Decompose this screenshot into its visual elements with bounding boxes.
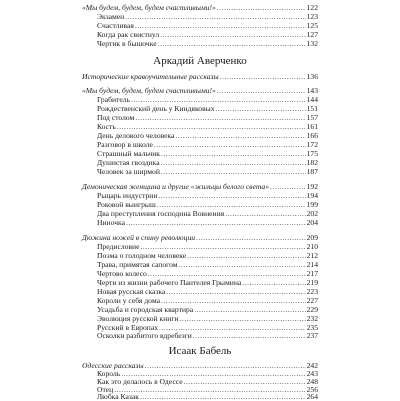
toc-entry <box>82 72 318 81</box>
toc-entry <box>97 260 318 269</box>
author-heading: Исаак Бабель <box>168 345 232 357</box>
dot-leader <box>161 149 306 158</box>
entry-page: 125 <box>306 21 318 30</box>
dot-leader <box>140 242 305 251</box>
toc-entry <box>97 30 318 39</box>
entry-page: 209 <box>306 233 318 242</box>
dot-leader <box>217 3 306 12</box>
entry-title: Короли у себя дома <box>97 296 160 305</box>
entry-title: Чертик в бышочке <box>97 39 157 48</box>
entry-title: Как это делалось в Одессе <box>97 377 183 386</box>
entry-page: 182 <box>306 158 318 167</box>
entry-page: 210 <box>306 242 318 251</box>
entry-title: Русский в Европах <box>97 323 159 332</box>
entry-page: 219 <box>306 278 318 287</box>
dot-leader <box>242 278 305 287</box>
entry-title: Ниночка <box>97 218 125 227</box>
entry-page: 204 <box>306 218 318 227</box>
entry-page: 136 <box>306 72 318 81</box>
dot-leader <box>158 39 306 48</box>
dot-leader <box>216 104 306 113</box>
entry-page: 243 <box>306 369 318 378</box>
entry-title: Рождественский день у Киндяковых <box>97 104 215 113</box>
entry-title: Счастливая <box>97 21 134 30</box>
toc-entry <box>97 305 318 314</box>
entry-page: 166 <box>306 131 318 140</box>
dot-leader <box>161 158 306 167</box>
toc-entry <box>97 218 318 227</box>
entry-page: 223 <box>306 287 318 296</box>
dot-leader <box>154 140 306 149</box>
entry-title: Черти из жизни рабочего Пантелея Грымина <box>97 278 242 287</box>
entry-title: Роковой выигрыш <box>97 200 156 209</box>
toc-entry <box>97 158 318 167</box>
dot-leader <box>194 305 305 314</box>
entry-page: 248 <box>306 377 318 386</box>
entry-title: Чертово колесо <box>97 269 147 278</box>
entry-page: 237 <box>306 331 318 340</box>
dot-leader <box>161 167 306 176</box>
entry-title: Человек за ширмой <box>97 167 160 176</box>
toc-entry <box>97 269 318 278</box>
toc-entry <box>97 287 318 296</box>
toc-entry <box>82 233 318 242</box>
toc-entry <box>97 113 318 122</box>
entry-title: Кость <box>97 122 116 131</box>
entry-title: Рыцарь индустрии <box>97 191 158 200</box>
entry-title: «Мы будем, будем, будем счастливыми!» <box>82 3 216 12</box>
entry-page: 143 <box>306 86 318 95</box>
toc-entry <box>97 209 318 218</box>
entry-title: Экзамен <box>97 12 125 21</box>
entry-page: 212 <box>306 251 318 260</box>
toc-entry <box>97 122 318 131</box>
entry-title: Усадьба и городская квартира <box>97 305 194 314</box>
toc-entry <box>97 131 318 140</box>
entry-title: Король <box>97 369 121 378</box>
toc-entry <box>97 278 318 287</box>
entry-title: Любка Казак <box>97 392 139 401</box>
entry-page: 264 <box>306 392 318 401</box>
author-heading: Аркадий Аверченко <box>153 55 247 67</box>
toc-entry <box>97 296 318 305</box>
toc-entry <box>97 167 318 176</box>
dot-leader <box>225 209 305 218</box>
dot-leader <box>175 131 305 140</box>
entry-title: Осколки разбитого вдребезги <box>97 331 192 340</box>
entry-page: 214 <box>306 260 318 269</box>
toc-entry <box>97 200 318 209</box>
toc-entry <box>97 191 318 200</box>
entry-title: Страшный мальчик <box>97 149 160 158</box>
dot-leader <box>126 218 306 227</box>
toc-entry <box>97 242 318 251</box>
entry-page: 194 <box>306 191 318 200</box>
dot-leader <box>157 200 306 209</box>
dot-leader <box>131 95 306 104</box>
toc-entry <box>97 314 318 323</box>
dot-leader <box>160 30 305 39</box>
entry-title: День делового человека <box>97 131 175 140</box>
toc-entry <box>97 12 318 21</box>
dot-leader <box>158 191 305 200</box>
dot-leader <box>187 251 305 260</box>
entry-page: 217 <box>306 269 318 278</box>
entry-page: 172 <box>306 140 318 149</box>
entry-page: 242 <box>306 361 318 370</box>
entry-title: Исторические кравоучительные рассказы <box>82 72 219 81</box>
toc-entry <box>97 39 318 48</box>
dot-leader <box>135 113 305 122</box>
entry-title: Предисловие <box>97 242 140 251</box>
entry-page: 187 <box>306 167 318 176</box>
entry-page: 144 <box>306 95 318 104</box>
entry-page: 127 <box>306 30 318 39</box>
entry-page: 132 <box>306 39 318 48</box>
entry-title: Под столом <box>97 113 135 122</box>
entry-title: «Мы будем, будем, будем счастливыми!» <box>82 86 216 95</box>
entry-title: Эволюция русской книги <box>97 314 179 323</box>
entry-title: Дюжина ножей в спину революции <box>82 233 196 242</box>
entry-page: 175 <box>306 149 318 158</box>
entry-title: Поэма о голодном человеке <box>97 251 187 260</box>
dot-leader <box>193 331 306 340</box>
dot-leader <box>270 182 306 191</box>
toc-entry <box>97 21 318 30</box>
dot-leader <box>148 269 306 278</box>
toc-entry <box>97 149 318 158</box>
entry-title: Демоническая женщина и другие «жильцы белого света» <box>82 182 270 191</box>
dot-leader <box>125 12 305 21</box>
entry-page: 123 <box>306 12 318 21</box>
entry-title: Одесские рассказы <box>82 361 144 370</box>
entry-page: 192 <box>306 182 318 191</box>
entry-page: 232 <box>306 314 318 323</box>
toc-entry <box>82 182 318 191</box>
entry-title: Новая русская сказка <box>97 287 166 296</box>
toc-entry <box>97 251 318 260</box>
dot-leader <box>117 122 306 131</box>
entry-title: Два преступления господина Вовнения <box>97 209 225 218</box>
entry-title: Трава, примятая сапогом <box>97 260 178 269</box>
entry-page: 202 <box>306 209 318 218</box>
toc-entry <box>97 140 318 149</box>
toc-entry <box>97 331 318 340</box>
dot-leader <box>217 86 306 95</box>
dot-leader <box>220 72 306 81</box>
entry-page: 157 <box>306 113 318 122</box>
entry-page: 235 <box>306 323 318 332</box>
dot-leader <box>135 21 306 30</box>
toc-entry <box>82 3 318 12</box>
toc-entry <box>97 95 318 104</box>
dot-leader <box>166 287 305 296</box>
entry-page: 256 <box>306 385 318 394</box>
toc-entry <box>97 104 318 113</box>
dot-leader <box>196 233 306 242</box>
entry-page: 199 <box>306 200 318 209</box>
entry-page: 229 <box>306 305 318 314</box>
dot-leader <box>161 296 306 305</box>
entry-title: Душистая гвоздика <box>97 158 160 167</box>
toc-entry <box>82 86 318 95</box>
entry-title: Разговор в школе <box>97 140 153 149</box>
entry-page: 227 <box>306 296 318 305</box>
entry-title: Отец <box>97 385 114 394</box>
entry-page: 122 <box>306 3 318 12</box>
entry-page: 161 <box>306 122 318 131</box>
dot-leader <box>180 314 306 323</box>
dot-leader <box>179 260 306 269</box>
entry-title: Грабитель <box>97 95 130 104</box>
entry-page: 151 <box>306 104 318 113</box>
entry-title: Когда рак свистнул <box>97 30 160 39</box>
